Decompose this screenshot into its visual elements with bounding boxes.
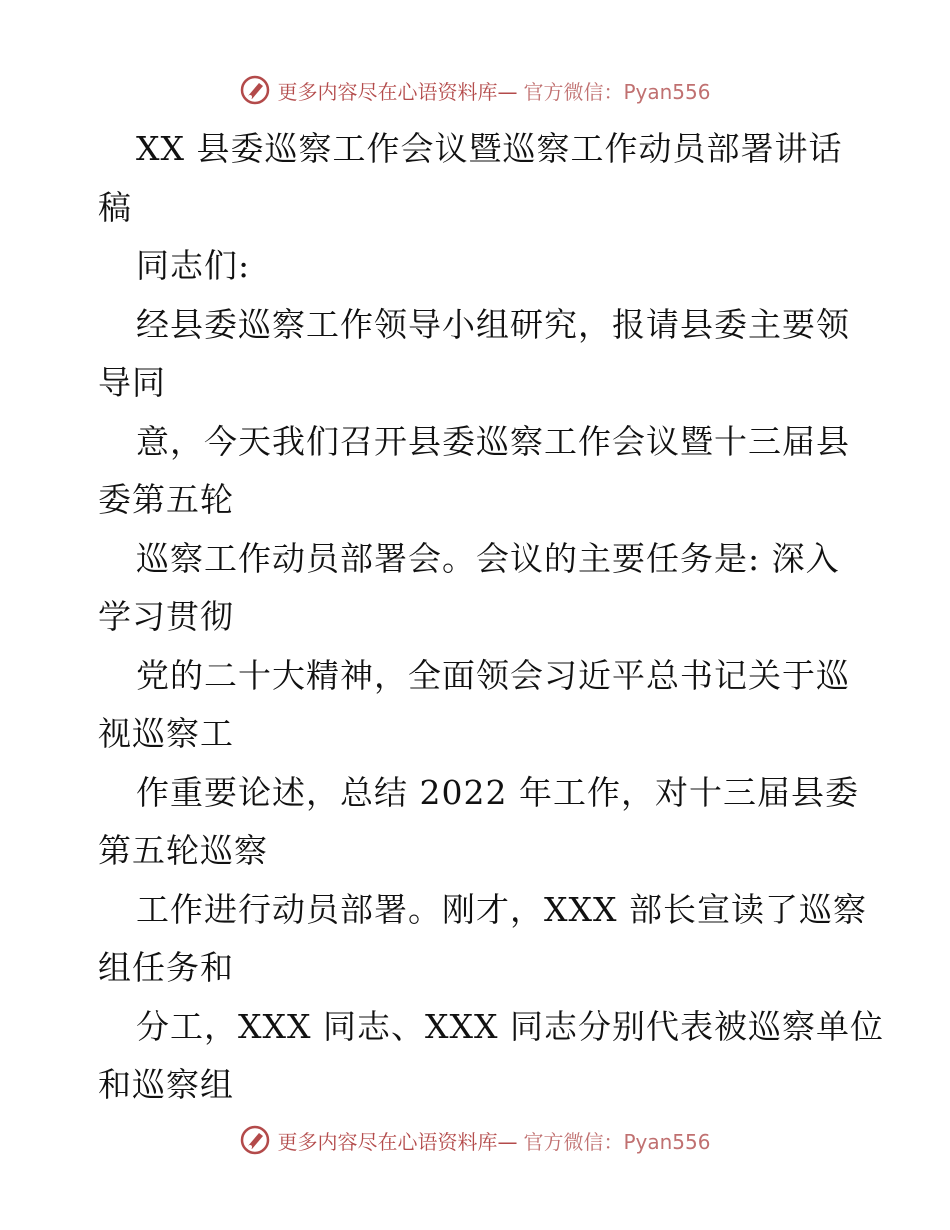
banner-text: 更多内容尽在心语资料库— xyxy=(277,79,518,104)
text-line: 和巡察组 xyxy=(98,1065,234,1104)
text-line: 作重要论述，总结 2022 年工作，对十三届县委 xyxy=(136,772,859,812)
text-line: 工作进行动员部署。刚才，XXX 部长宣读了巡察 xyxy=(136,889,867,929)
text-line: 视巡察工 xyxy=(98,714,234,753)
text-line: 巡察工作动员部署会。会议的主要任务是: 深入 xyxy=(136,538,840,578)
pen-logo-icon xyxy=(239,74,271,106)
header-banner xyxy=(0,70,950,110)
pen-logo-icon xyxy=(239,1124,271,1156)
text-line: 委第五轮 xyxy=(98,480,234,519)
text-line: 同志们: xyxy=(136,246,251,285)
text-line: 经县委巡察工作领导小组研究，报请县委主要领 xyxy=(136,304,850,344)
text-line: 导同 xyxy=(98,363,166,402)
banner-text: 更多内容尽在心语资料库— xyxy=(277,1129,518,1154)
banner-content xyxy=(239,1124,710,1156)
text-line: 第五轮巡察 xyxy=(98,831,268,870)
text-line: 党的二十大精神，全面领会习近平总书记关于巡 xyxy=(136,655,850,695)
text-line: 组任务和 xyxy=(98,948,234,987)
text-line: XX 县委巡察工作会议暨巡察工作动员部署讲话 xyxy=(136,129,843,168)
banner-content xyxy=(239,74,710,106)
banner-wechat: 官方微信：Pyan556 xyxy=(523,1129,711,1154)
footer-banner xyxy=(0,1120,950,1160)
text-line: 学习贯彻 xyxy=(98,597,234,636)
text-line: 意，今天我们召开县委巡察工作会议暨十三届县 xyxy=(136,421,850,461)
banner-wechat: 官方微信：Pyan556 xyxy=(523,79,711,104)
text-line: 稿 xyxy=(98,187,132,227)
text-line: 分工，XXX 同志、XXX 同志分别代表被巡察单位 xyxy=(136,1006,884,1046)
document-body xyxy=(98,120,884,1115)
